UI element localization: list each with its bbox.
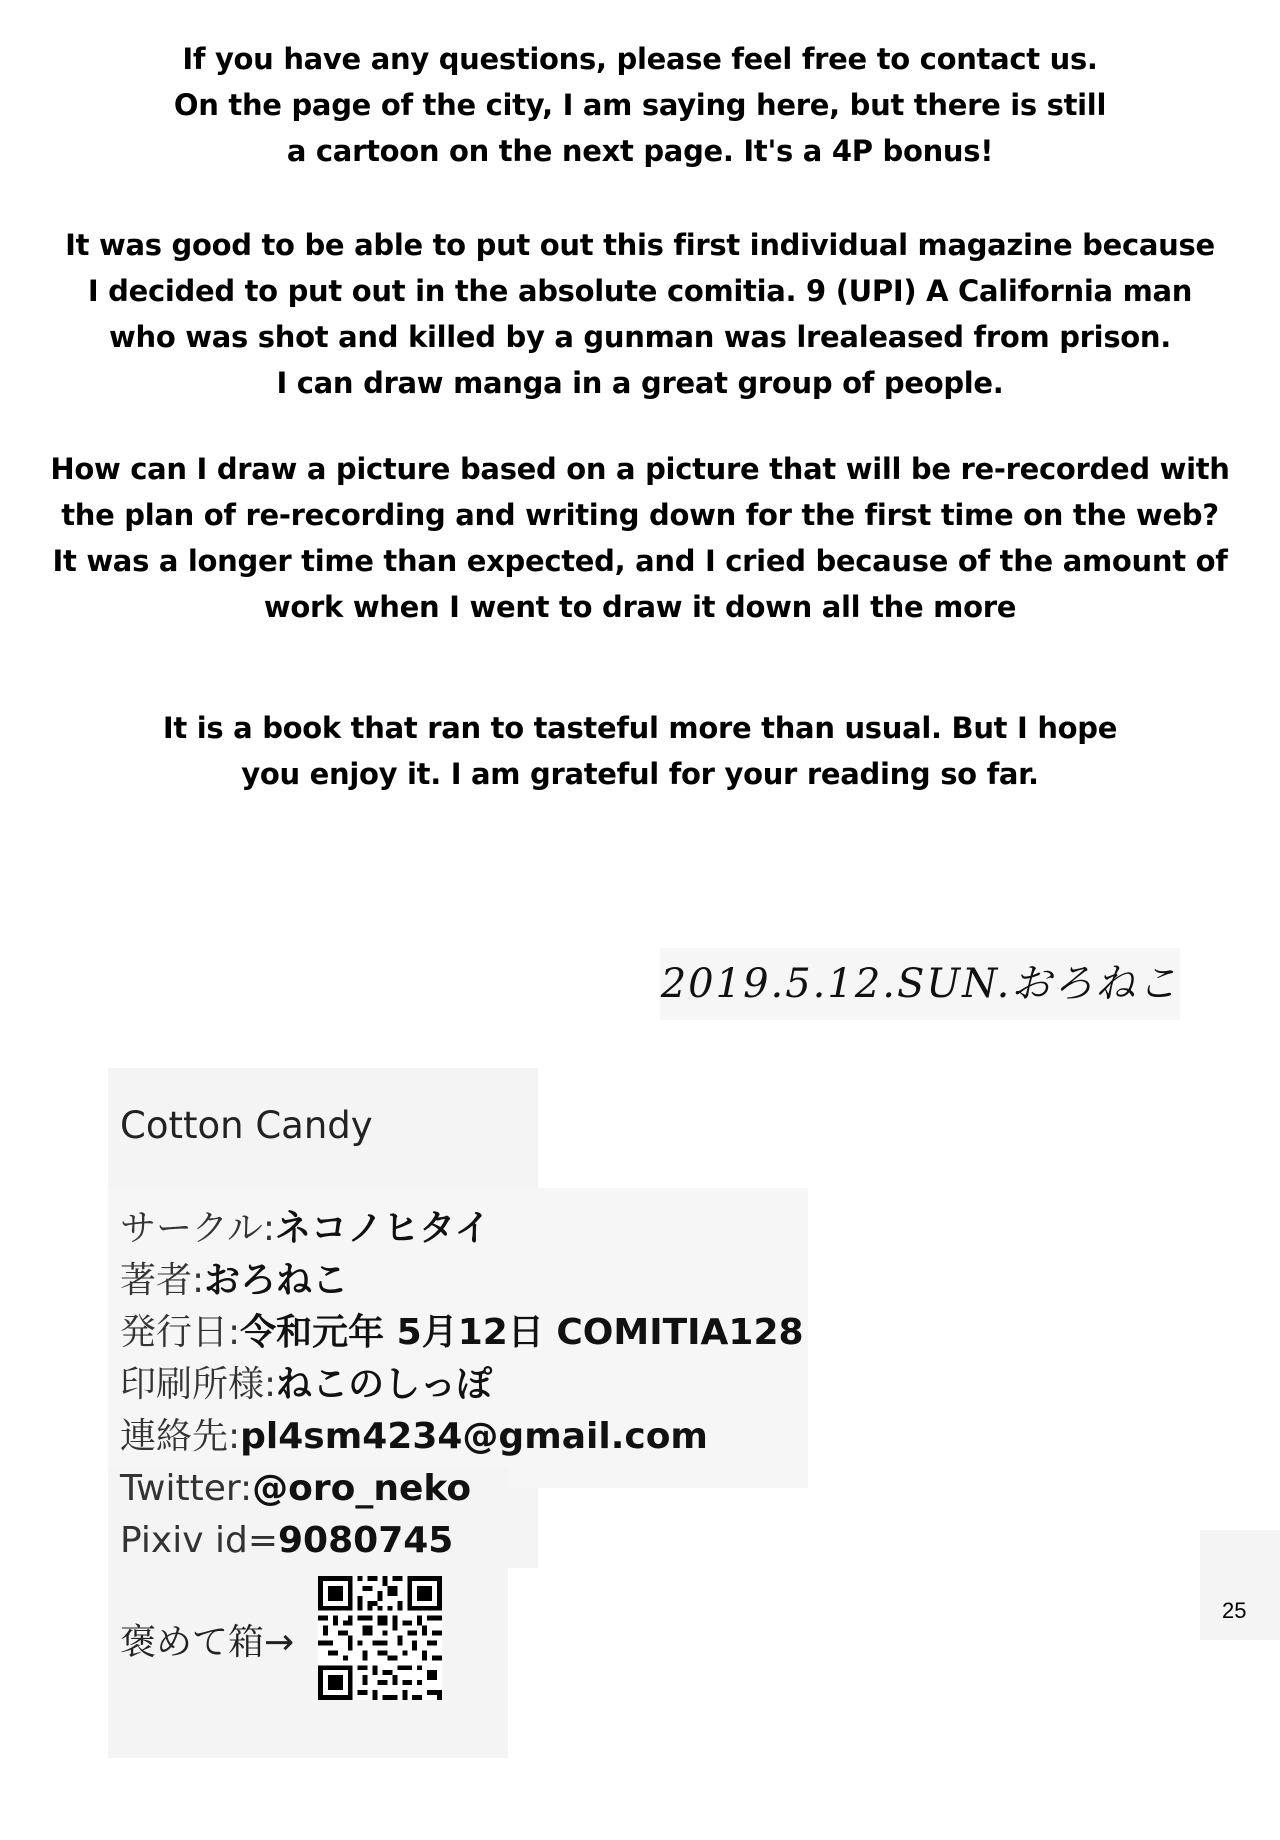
pixiv-row bbox=[120, 1518, 453, 1564]
publish-date-row bbox=[120, 1310, 804, 1356]
page-number-label: 25 bbox=[1222, 1598, 1247, 1623]
printer-label: 印刷所様: bbox=[120, 1364, 277, 1405]
circle-value: ネコノヒタイ bbox=[275, 1208, 491, 1249]
text-line: a cartoon on the next page. It's a 4P bonus! bbox=[286, 134, 994, 168]
page-number bbox=[1200, 1530, 1280, 1640]
text-line: If you have any questions, please feel free to contact us. bbox=[182, 42, 1098, 76]
praise-box-label: 褒めて箱→ bbox=[120, 1622, 295, 1663]
circle-label: サークル: bbox=[120, 1208, 276, 1249]
qr-code-icon bbox=[318, 1576, 442, 1700]
printer-row bbox=[120, 1362, 492, 1408]
pixiv-label: Pixiv id= bbox=[120, 1520, 278, 1561]
printer-value: ねこのしっぽ bbox=[276, 1364, 493, 1405]
text-line: who was shot and killed by a gunman was lrealeased from prison. bbox=[109, 320, 1171, 354]
pixiv-id: 9080745 bbox=[278, 1520, 454, 1561]
text-line: I decided to put out in the absolute comitia. 9 (UPI) A California man bbox=[87, 274, 1193, 308]
text-line: It was good to be able to put out this first individual magazine because bbox=[65, 228, 1215, 262]
twitter-row bbox=[120, 1466, 471, 1512]
twitter-label: Twitter: bbox=[120, 1468, 253, 1509]
afterword-paragraph bbox=[0, 446, 1280, 630]
text-line: On the page of the city, I am saying here, but there is still bbox=[173, 88, 1107, 122]
author-row bbox=[120, 1258, 348, 1304]
author-label: 著者: bbox=[120, 1260, 205, 1301]
publish-date-value: 令和元年 5月12日 COMITIA128 bbox=[240, 1312, 804, 1353]
contact-email: pl4sm4234@gmail.com bbox=[240, 1416, 708, 1457]
text-line: It is a book that ran to tasteful more than usual. But I hope bbox=[162, 711, 1118, 745]
handwritten-signature: 2019.5.12.SUN.おろねこ bbox=[660, 948, 1180, 1020]
text-line: I can draw manga in a great group of people. bbox=[276, 366, 1004, 400]
publish-date-label: 発行日: bbox=[120, 1312, 241, 1353]
twitter-handle: @oro_neko bbox=[252, 1468, 472, 1509]
contact-row bbox=[120, 1414, 708, 1460]
afterword-paragraph bbox=[0, 705, 1280, 797]
text-line: the plan of re-recording and writing down for the first time on the web? bbox=[61, 498, 1219, 532]
contact-label: 連絡先: bbox=[120, 1416, 241, 1457]
text-line: It was a longer time than expected, and I cried because of the amount of bbox=[52, 544, 1228, 578]
author-value: おろねこ bbox=[204, 1260, 349, 1301]
text-line: work when I went to draw it down all the more bbox=[263, 590, 1017, 624]
text-line: you enjoy it. I am grateful for your reading so far. bbox=[241, 757, 1039, 791]
colophon bbox=[108, 1068, 808, 1758]
afterword-paragraph bbox=[0, 222, 1280, 406]
text-line: How can I draw a picture based on a picture that will be re-recorded with bbox=[50, 452, 1230, 486]
afterword-paragraph bbox=[0, 36, 1280, 174]
circle-row bbox=[120, 1206, 490, 1252]
book-title: Cotton Candy bbox=[120, 1104, 373, 1147]
